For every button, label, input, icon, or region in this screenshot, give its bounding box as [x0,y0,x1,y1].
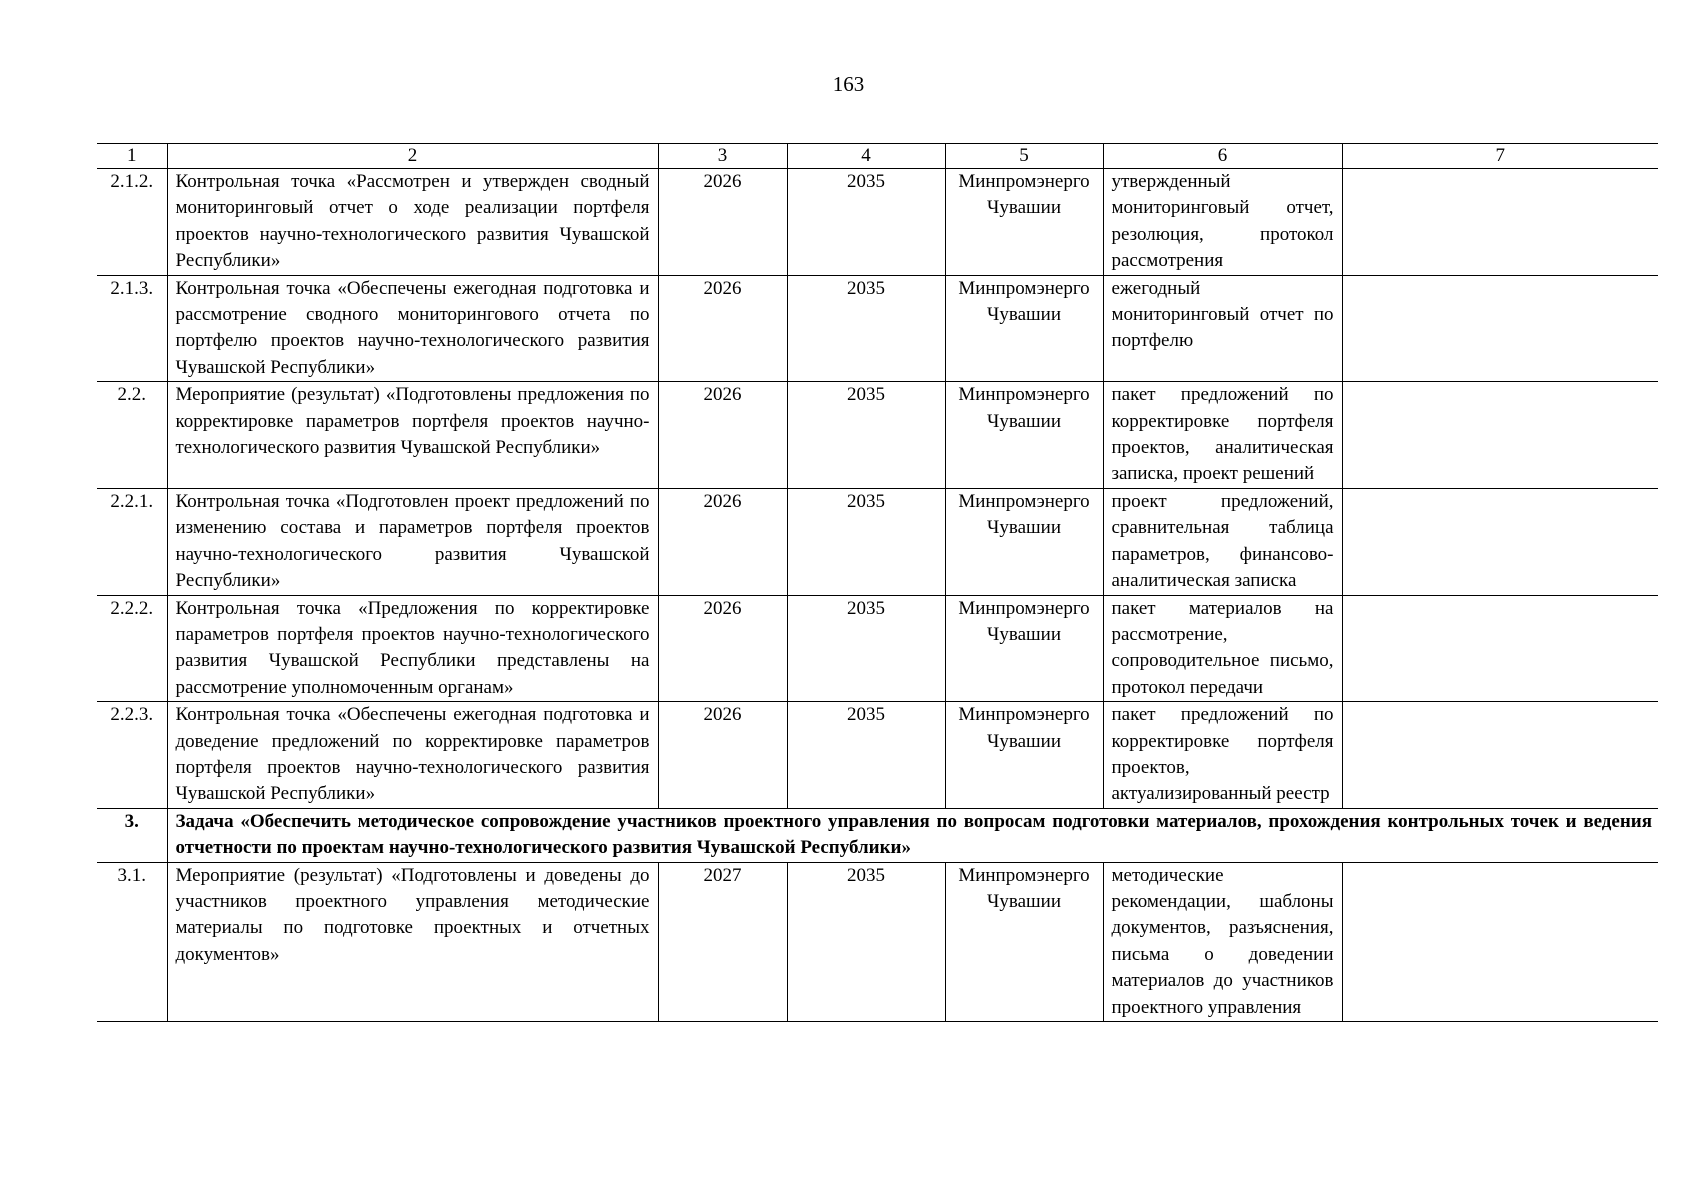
row-name: Контрольная точка «Подготовлен проект предложений по изменению состава и параметров портфеля проектов научно-технологического развития Чувашской Республики» [167,488,658,595]
note-cell [1342,169,1658,276]
result-document: ежегодный мониторинговый отчет по портфелю [1103,275,1342,382]
row-number: 3.1. [97,862,167,1021]
row-number: 2.2.3. [97,702,167,809]
start-year: 2026 [658,382,787,489]
row-name: Мероприятие (результат) «Подготовлены предложения по корректировке параметров портфеля проектов научно-технологического развития Чувашской Республики» [167,382,658,489]
start-year: 2026 [658,595,787,702]
responsible-executor: Минпромэнерго Чувашии [945,488,1103,595]
result-document: проект предложений, сравнительная таблица параметров, финансово-аналитическая записка [1103,488,1342,595]
note-cell [1342,702,1658,809]
table-row [97,862,1658,1021]
result-document: утвержденный мониторинговый отчет, резолюция, протокол рассмотрения [1103,169,1342,276]
responsible-executor: Минпромэнерго Чувашии [945,862,1103,1021]
row-number: 2.1.2. [97,169,167,276]
row-name: Контрольная точка «Обеспечены ежегодная подготовка и доведение предложений по корректировке параметров портфеля проектов научно-технологического развития Чувашской Республики» [167,702,658,809]
note-cell [1342,275,1658,382]
responsible-executor: Минпромэнерго Чувашии [945,595,1103,702]
start-year: 2026 [658,488,787,595]
table-row [97,702,1658,809]
result-document: методические рекомендации, шаблоны документов, разъяснения, письма о доведении материалов до участников проектного управления [1103,862,1342,1021]
column-number: 4 [787,144,945,169]
note-cell [1342,862,1658,1021]
table-row [97,488,1658,595]
column-number: 7 [1342,144,1658,169]
table-row [97,275,1658,382]
column-number: 6 [1103,144,1342,169]
column-number-row [97,144,1658,169]
result-document: пакет предложений по корректировке портфеля проектов, актуализированный реестр [1103,702,1342,809]
end-year: 2035 [787,169,945,276]
table-row [97,169,1658,276]
row-number: 2.1.3. [97,275,167,382]
row-name: Мероприятие (результат) «Подготовлены и доведены до участников проектного управления методические материалы по подготовке проектных и отчетных документов» [167,862,658,1021]
table-row [97,382,1658,489]
end-year: 2035 [787,595,945,702]
end-year: 2035 [787,275,945,382]
row-name: Контрольная точка «Предложения по корректировке параметров портфеля проектов научно-технологического развития Чувашской Республики представлены на рассмотрение уполномоченным органам» [167,595,658,702]
start-year: 2026 [658,169,787,276]
table-row [97,595,1658,702]
note-cell [1342,488,1658,595]
start-year: 2026 [658,702,787,809]
page-number: 163 [832,72,865,96]
row-number: 2.2.2. [97,595,167,702]
responsible-executor: Минпромэнерго Чувашии [945,382,1103,489]
responsible-executor: Минпромэнерго Чувашии [945,702,1103,809]
row-number: 2.2.1. [97,488,167,595]
note-cell [1342,382,1658,489]
start-year: 2027 [658,862,787,1021]
result-document: пакет материалов на рассмотрение, сопроводительное письмо, протокол передачи [1103,595,1342,702]
column-number: 1 [97,144,167,169]
row-name: Контрольная точка «Обеспечены ежегодная подготовка и рассмотрение сводного мониторингового отчета по портфелю проектов научно-технологического развития Чувашской Республики» [167,275,658,382]
end-year: 2035 [787,488,945,595]
task-text: Задача «Обеспечить методическое сопровождение участников проектного управления по вопросам подготовки материалов, прохождения контрольных точек и ведения отчетности по проектам научно-технологического развития Чувашской Республики» [167,808,1658,862]
start-year: 2026 [658,275,787,382]
note-cell [1342,595,1658,702]
task-number: 3. [97,808,167,862]
end-year: 2035 [787,382,945,489]
column-number: 2 [167,144,658,169]
column-number: 5 [945,144,1103,169]
responsible-executor: Минпромэнерго Чувашии [945,169,1103,276]
end-year: 2035 [787,862,945,1021]
result-document: пакет предложений по корректировке портфеля проектов, аналитическая записка, проект решений [1103,382,1342,489]
row-name: Контрольная точка «Рассмотрен и утвержден сводный мониторинговый отчет о ходе реализации портфеля проектов научно-технологического развития Чувашской Республики» [167,169,658,276]
plan-table [97,143,1658,1022]
responsible-executor: Минпромэнерго Чувашии [945,275,1103,382]
column-number: 3 [658,144,787,169]
end-year: 2035 [787,702,945,809]
task-row [97,808,1658,862]
row-number: 2.2. [97,382,167,489]
